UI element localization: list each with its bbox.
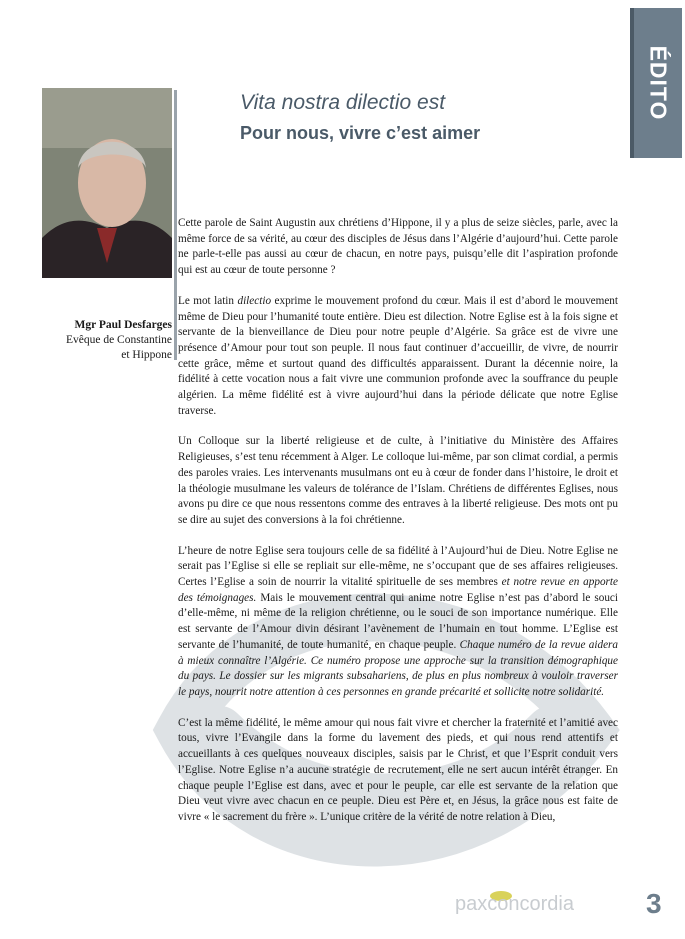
- article-body: [178, 216, 618, 841]
- text-segment: Cette parole de Saint Augustin aux chrétiens d’Hippone, il y a plus de seize siècles, parle, avec la même force de sa vérité, au cœur des disciples de Jésus dans l’Algérie d’aujourd’hui. Cette parole ne parle-t-elle pas aussi au cœur de chacun, en notre pays, puisqu’elle dit l’aspiration profonde qui est au cœur de toute personne ?: [178, 217, 618, 277]
- body-paragraph: [178, 544, 618, 701]
- article-title: [240, 90, 620, 146]
- author-photo: [42, 88, 172, 278]
- text-segment: exprime le mouvement profond du cœur. Mais il est d’abord le mouvement même de Dieu pour l’humanité toute entière. Dieu est dilection. Notre Eglise est à la fois signe et servante de la bienveillance de Dieu pour notre peuple d’Algérie. Sa grâce est de vivre une présence d’Amour pour tout son peuple. Il nous faut continuer d’accueillir, de vivre, de nourrir cette grâce, même et surtout quand des difficultés apparaissent. Durant la décennie noire, la fidélité à cette vocation nous a fait vivre une communion profonde avec la souffrance du peuple algérien. La même fidélité est à vivre aujourd’hui dans la période délicate que notre Eglise traverse.: [178, 294, 618, 417]
- brand-logo: [455, 893, 574, 916]
- photo-divider: [174, 90, 177, 360]
- text-segment: Le mot latin: [178, 294, 238, 307]
- edito-tab-label: ÉDITO: [645, 45, 672, 121]
- text-segment: L’heure de notre Eglise sera toujours celle de sa fidélité à l’Aujourd’hui de Dieu. Notre Eglise ne serait pas l’Eglise si elle se repliait sur elle-même, ne s’occupant que de ses affaires religieuses. Certes l’Eglise a soin de nourrir la vitalité spirituelle de ses membres: [178, 544, 618, 589]
- author-name: Mgr Paul Desfarges: [74, 319, 172, 331]
- author-role-line2: et Hippone: [121, 349, 172, 361]
- author-caption: [10, 318, 172, 363]
- body-paragraph: [178, 434, 618, 528]
- title-french: Pour nous, vivre c’est aimer: [240, 123, 481, 143]
- title-latin: Vita nostra dilectio est: [240, 91, 446, 114]
- body-paragraph: [178, 716, 618, 826]
- body-paragraph: [178, 216, 618, 279]
- brand-part1: pax: [455, 893, 488, 915]
- text-segment: Un Colloque sur la liberté religieuse et de culte, à l’initiative du Ministère des Affaires Religieuses, s’est tenu récemment à Alger. Le colloque lui-même, par son climat cordial, a permis des paroles vraies. Les intervenants musulmans ont eu à cœur de fonder dans l’histoire, le droit et la théologie musulmane les valeurs de tolérance de l’Islam. Chrétiens de différentes Eglises, nous avons pu dire ce que nous ressentons comme des entraves à la liberté religieuse. Des mots ont pu se dire au sujet des conversions à la foi chrétienne.: [178, 435, 618, 526]
- body-paragraph: [178, 294, 618, 420]
- text-segment: Mais le mouvement central qui anime notre Eglise n’est pas d’abord le souci d’elle-même, ni même de la religion chrétienne, ou le souci de son importance numérique. Elle est servante de l’Amour divin désirant l’avènement de l’humain en tout homme. L’Eglise est servante de l’humanité, de toute humanité, en chaque peuple.: [178, 591, 619, 651]
- edito-section-tab: [630, 8, 682, 158]
- italic-text: et notre revue en apporte des témoignages.: [178, 576, 618, 604]
- author-role-line1: Evêque de Constantine: [65, 334, 172, 346]
- text-segment: C’est la même fidélité, le même amour qui nous fait vivre et chercher la fraternité et l’amitié avec tous, vivre l’Evangile dans la forme du lavement des pieds, et qui nous rend attentifs et accueillants à ces quelques nouveaux disciples, saisis par le Christ, et que l’Esprit conduit vers l’Eglise. Notre Eglise n’a aucune stratégie de recrutement, elle ne sert aucun intérêt étranger. En chaque peuple l’Eglise est dans, avec et pour le peuple, car elle est servante de la relation que Dieu veut vivre avec chacun en ce peuple. Dieu est Père et, en Jésus, la grâce nous est faite de vivre « le sacrement du frère ». L’unique critère de la vérité de notre relation à Dieu,: [178, 716, 618, 823]
- page-number: 3: [646, 888, 662, 919]
- italic-text: dilectio: [237, 294, 272, 307]
- italic-text: Chaque numéro de la revue aidera à mieux connaître l’Algérie. Ce numéro propose une approche sur la transition démographique du pays. Le dossier sur les migrants subsahariens, de plus en plus nombreux à vouloir traverser le pays, nourrit notre attention à ces personnes en grande précarité et sollicite notre solidarité.: [178, 638, 619, 698]
- brand-part2: concordia: [487, 893, 574, 915]
